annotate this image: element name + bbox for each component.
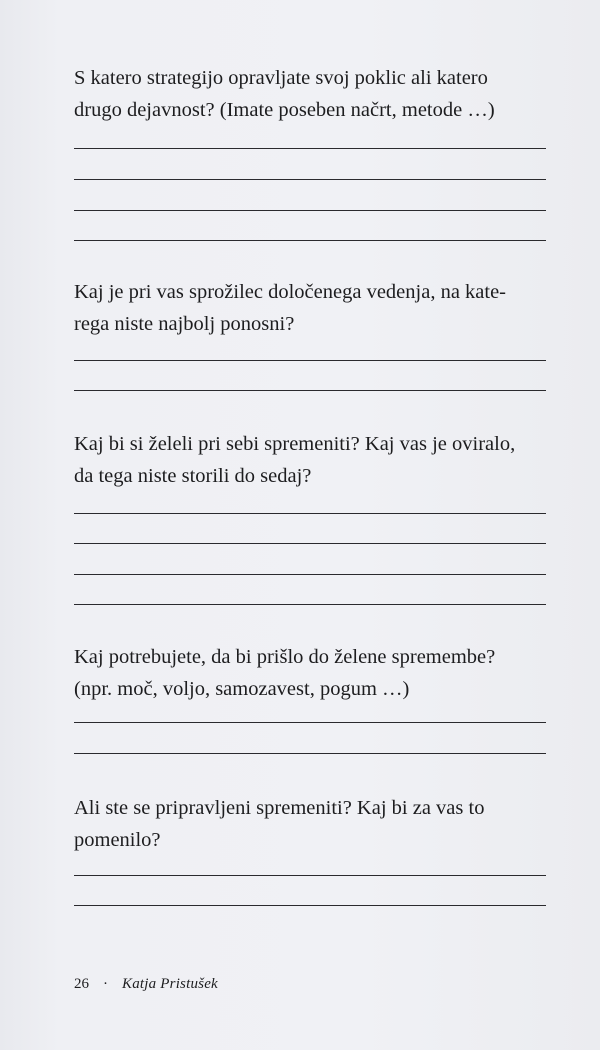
question-block-2 — [74, 276, 546, 340]
question-text-2 — [74, 276, 546, 340]
question-block-5 — [74, 792, 546, 856]
question-text-4 — [74, 641, 546, 705]
answer-line[interactable] — [74, 574, 546, 575]
question-3-line-2: da tega niste storili do sedaj? — [74, 465, 312, 487]
question-2-line-2: rega niste najbolj ponosni? — [74, 313, 295, 335]
page-number: 26 — [74, 976, 89, 992]
answer-line[interactable] — [74, 722, 546, 723]
answer-line[interactable] — [74, 513, 546, 514]
question-4-line-1: Kaj potrebujete, da bi prišlo do želene spremembe? — [74, 646, 496, 668]
question-text-1 — [74, 62, 546, 126]
answer-line[interactable] — [74, 360, 546, 361]
question-block-1 — [74, 62, 546, 126]
question-4-line-2: (npr. moč, voljo, samozavest, pogum …) — [74, 678, 410, 700]
answer-line[interactable] — [74, 604, 546, 605]
question-1-line-2: drugo dejavnost? (Imate poseben načrt, metode …) — [74, 99, 495, 121]
question-block-3 — [74, 428, 546, 492]
answer-line[interactable] — [74, 390, 546, 391]
question-1-line-1: S katero strategijo opravljate svoj poklic ali katero — [74, 67, 488, 89]
page-footer — [74, 976, 218, 993]
question-5-line-2: pomenilo? — [74, 829, 161, 851]
answer-line[interactable] — [74, 210, 546, 211]
answer-line[interactable] — [74, 543, 546, 544]
question-5-line-1: Ali ste se pripravljeni spremeniti? Kaj bi za vas to — [74, 797, 485, 819]
question-block-4 — [74, 641, 546, 705]
answer-line[interactable] — [74, 905, 546, 906]
question-2-line-1: Kaj je pri vas sprožilec določenega vedenja, na kate- — [74, 281, 507, 303]
question-text-5 — [74, 792, 546, 856]
answer-line[interactable] — [74, 875, 546, 876]
question-3-line-1: Kaj bi si želeli pri sebi spremeniti? Kaj vas je oviralo, — [74, 433, 516, 455]
footer-separator: · — [103, 976, 108, 992]
answer-line[interactable] — [74, 148, 546, 149]
author-name: Katja Pristušek — [122, 976, 218, 992]
answer-line[interactable] — [74, 240, 546, 241]
answer-line[interactable] — [74, 179, 546, 180]
answer-line[interactable] — [74, 753, 546, 754]
question-text-3 — [74, 428, 546, 492]
